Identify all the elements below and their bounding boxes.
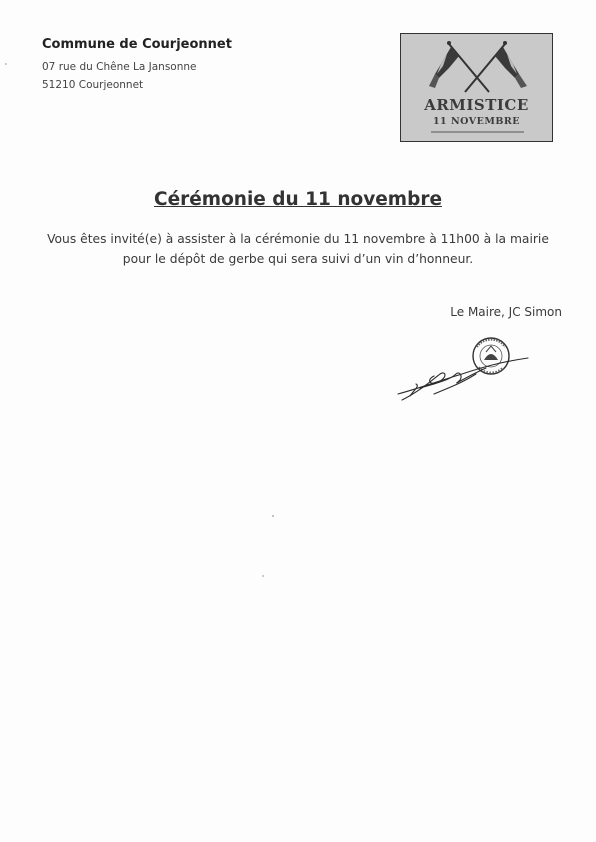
scan-speck [262, 575, 264, 577]
signature-and-stamp [390, 330, 540, 410]
scan-speck [272, 515, 274, 517]
armistice-badge [400, 33, 553, 142]
invitation-body [0, 229, 596, 269]
signer-name: Le Maire, JC Simon [450, 305, 562, 319]
sender-address-city: 51210 Courjeonnet [42, 79, 144, 91]
document-title: Cérémonie du 11 novembre [154, 189, 442, 210]
badge-title: ARMISTICE [424, 96, 529, 114]
handwritten-signature [398, 358, 528, 400]
sender-block [42, 37, 232, 94]
scan-speck [5, 63, 7, 65]
badge-subtitle: 11 NOVEMBRE [432, 116, 521, 127]
sender-address-street: 07 rue du Chêne La Jansonne [42, 61, 197, 73]
body-line-2: pour le dépôt de gerbe qui sera suivi d’un vin d’honneur. [122, 252, 474, 266]
sender-name: Commune de Courjeonnet [42, 37, 232, 52]
body-line-1: Vous êtes invité(e) à assister à la cérémonie du 11 novembre à 11h00 à la mairie [47, 232, 549, 246]
